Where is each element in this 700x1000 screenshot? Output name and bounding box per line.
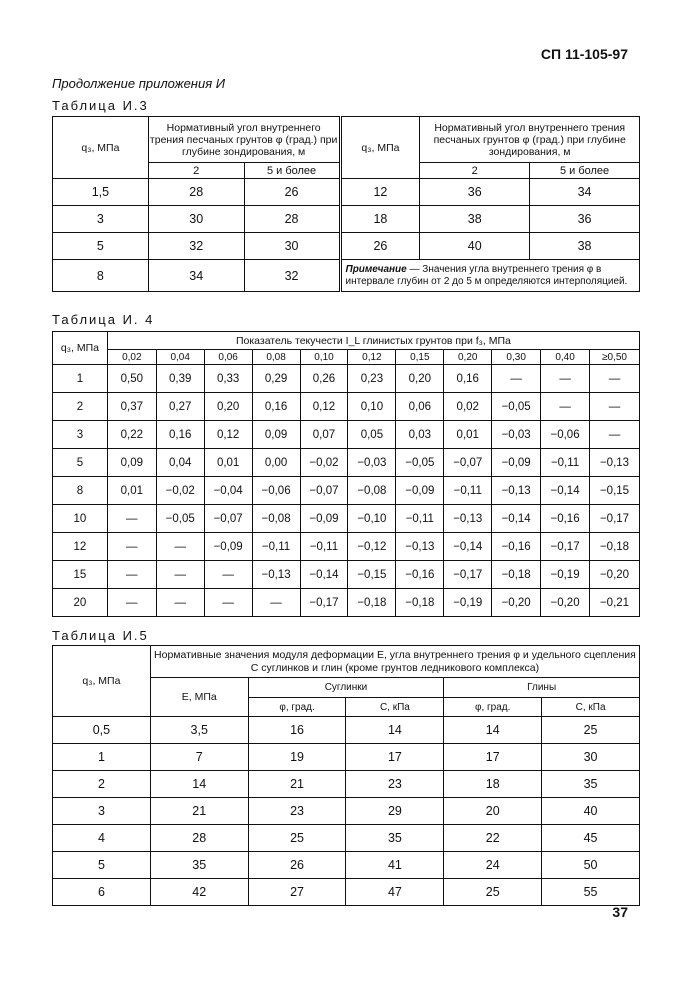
t4-col-header: 0,08: [252, 350, 300, 365]
cell: −0,11: [444, 477, 492, 505]
cell: 0,06: [396, 393, 444, 421]
t4-col-header: 0,10: [300, 350, 348, 365]
cell: 23: [248, 798, 346, 825]
cell: −0,14: [300, 561, 348, 589]
table-i3-caption: Таблица И.3: [52, 98, 149, 113]
t4-col-header: 0,06: [204, 350, 252, 365]
table-row: [53, 421, 640, 449]
cell: 0,37: [107, 393, 156, 421]
cell: 36: [420, 179, 530, 206]
table-row: [53, 879, 640, 906]
cell: —: [492, 365, 541, 393]
cell: 0,03: [396, 421, 444, 449]
cell: 14: [444, 717, 542, 744]
cell: —: [107, 589, 156, 617]
cell: 7: [150, 744, 248, 771]
cell: 0,20: [204, 393, 252, 421]
cell: —: [590, 393, 640, 421]
cell: −0,18: [492, 561, 541, 589]
cell: 1: [53, 365, 108, 393]
cell: −0,15: [348, 561, 396, 589]
cell: 21: [150, 798, 248, 825]
cell: 6: [53, 879, 151, 906]
t4-col-header: 0,02: [107, 350, 156, 365]
t3-depth-2-right: 2: [420, 163, 530, 179]
table-row: [53, 233, 640, 260]
table-row: [53, 206, 640, 233]
cell: 0,27: [156, 393, 204, 421]
cell: 28: [148, 179, 244, 206]
cell: 34: [530, 179, 640, 206]
cell: −0,09: [300, 505, 348, 533]
cell: 0,33: [204, 365, 252, 393]
cell: 3: [53, 421, 108, 449]
table-row: [53, 771, 640, 798]
cell: 40: [420, 233, 530, 260]
cell: 40: [542, 798, 640, 825]
table-i3: [52, 116, 640, 292]
t4-col-header: 0,30: [492, 350, 541, 365]
cell: 27: [248, 879, 346, 906]
table-row: [53, 533, 640, 561]
cell: 5: [53, 233, 149, 260]
table-row: [53, 449, 640, 477]
cell: 35: [150, 852, 248, 879]
t3-note: [340, 260, 640, 292]
cell: 16: [248, 717, 346, 744]
cell: 3: [53, 798, 151, 825]
cell: 0,09: [252, 421, 300, 449]
cell: 26: [248, 852, 346, 879]
cell: 0,23: [348, 365, 396, 393]
t3-depth-5-right: 5 и более: [530, 163, 640, 179]
table-row: [53, 505, 640, 533]
cell: 21: [248, 771, 346, 798]
cell: −0,17: [300, 589, 348, 617]
cell: −0,09: [396, 477, 444, 505]
cell: 1,5: [53, 179, 149, 206]
cell: 26: [244, 179, 340, 206]
cell: −0,11: [541, 449, 590, 477]
cell: −0,18: [396, 589, 444, 617]
cell: 0,07: [300, 421, 348, 449]
t4-group-header: Показатель текучести I_L глинистых грунтов при f₃, МПа: [107, 332, 639, 350]
cell: 32: [244, 260, 340, 292]
cell: 41: [346, 852, 444, 879]
table-row: [53, 798, 640, 825]
cell: —: [204, 561, 252, 589]
cell: 36: [530, 206, 640, 233]
cell: −0,05: [492, 393, 541, 421]
cell: —: [156, 589, 204, 617]
cell: −0,04: [204, 477, 252, 505]
cell: 14: [346, 717, 444, 744]
cell: 23: [346, 771, 444, 798]
page-number: 37: [612, 904, 628, 920]
cell: −0,12: [348, 533, 396, 561]
table-row: [53, 589, 640, 617]
cell: −0,09: [492, 449, 541, 477]
t5-e-header: E, МПа: [150, 678, 248, 717]
cell: −0,17: [590, 505, 640, 533]
cell: 19: [248, 744, 346, 771]
cell: 20: [444, 798, 542, 825]
t4-col-header: 0,12: [348, 350, 396, 365]
cell: −0,03: [348, 449, 396, 477]
cell: 12: [340, 179, 420, 206]
cell: —: [156, 533, 204, 561]
continuation-title: Продолжение приложения И: [52, 76, 226, 91]
cell: 8: [53, 477, 108, 505]
cell: 30: [148, 206, 244, 233]
table-row: [53, 477, 640, 505]
cell: −0,18: [348, 589, 396, 617]
cell: −0,14: [444, 533, 492, 561]
cell: −0,11: [252, 533, 300, 561]
cell: 0,12: [204, 421, 252, 449]
cell: −0,05: [396, 449, 444, 477]
table-row: [53, 393, 640, 421]
cell: 38: [530, 233, 640, 260]
cell: 30: [542, 744, 640, 771]
t3-q-header-left: q₃, МПа: [53, 117, 149, 179]
cell: —: [590, 421, 640, 449]
cell: 0,16: [444, 365, 492, 393]
t3-group-header-right: Нормативный угол внутреннего трения песчаных грунтов φ (град.) при глубине зондирования, м: [420, 117, 640, 163]
cell: 29: [346, 798, 444, 825]
cell: —: [107, 533, 156, 561]
cell: 0,01: [444, 421, 492, 449]
table-i5-caption: Таблица И.5: [52, 628, 149, 643]
cell: 0,50: [107, 365, 156, 393]
cell: 14: [150, 771, 248, 798]
t4-col-header: 0,20: [444, 350, 492, 365]
cell: 24: [444, 852, 542, 879]
cell: 30: [244, 233, 340, 260]
table-row: [53, 852, 640, 879]
t5-clay-phi: φ, град.: [444, 698, 542, 717]
cell: −0,17: [444, 561, 492, 589]
cell: 0,00: [252, 449, 300, 477]
t3-note-text: — Значения угла внутреннего трения φ в интервале глубин от 2 до 5 м определяются интерполяцией.: [345, 263, 628, 287]
cell: 0,16: [252, 393, 300, 421]
cell: 55: [542, 879, 640, 906]
cell: −0,21: [590, 589, 640, 617]
cell: 50: [542, 852, 640, 879]
cell: 17: [346, 744, 444, 771]
cell: −0,20: [590, 561, 640, 589]
cell: 18: [444, 771, 542, 798]
t5-loam-header: Суглинки: [248, 678, 444, 698]
cell: 3: [53, 206, 149, 233]
cell: —: [107, 505, 156, 533]
table-row: [53, 260, 640, 292]
cell: 0,5: [53, 717, 151, 744]
cell: 0,39: [156, 365, 204, 393]
t3-note-label: Примечание: [345, 263, 407, 275]
table-i4-caption: Таблица И. 4: [52, 312, 155, 327]
t4-q-header: q₃, МПа: [53, 332, 108, 365]
t5-q-header: q₃, МПа: [53, 646, 151, 717]
cell: −0,20: [541, 589, 590, 617]
cell: −0,02: [300, 449, 348, 477]
cell: −0,19: [444, 589, 492, 617]
cell: 28: [150, 825, 248, 852]
cell: —: [541, 393, 590, 421]
cell: —: [590, 365, 640, 393]
cell: −0,16: [541, 505, 590, 533]
cell: −0,13: [492, 477, 541, 505]
t5-loam-phi: φ, град.: [248, 698, 346, 717]
cell: 25: [248, 825, 346, 852]
t5-clay-c: C, кПа: [542, 698, 640, 717]
table-row: [53, 717, 640, 744]
cell: —: [107, 561, 156, 589]
cell: 12: [53, 533, 108, 561]
cell: −0,07: [444, 449, 492, 477]
cell: 4: [53, 825, 151, 852]
t3-depth-2-left: 2: [148, 163, 244, 179]
cell: 35: [346, 825, 444, 852]
cell: 22: [444, 825, 542, 852]
cell: 0,10: [348, 393, 396, 421]
cell: 0,26: [300, 365, 348, 393]
cell: 5: [53, 449, 108, 477]
cell: −0,13: [252, 561, 300, 589]
cell: −0,14: [541, 477, 590, 505]
t5-group-header: Нормативные значения модуля деформации E, угла внутреннего трения φ и удельного сцепления C суглинков и глин (кроме грунтов ледникового комплекса): [150, 646, 639, 678]
cell: 0,09: [107, 449, 156, 477]
cell: 2: [53, 771, 151, 798]
cell: 0,29: [252, 365, 300, 393]
cell: 5: [53, 852, 151, 879]
cell: −0,05: [156, 505, 204, 533]
table-row: [53, 825, 640, 852]
cell: 28: [244, 206, 340, 233]
cell: —: [252, 589, 300, 617]
cell: 20: [53, 589, 108, 617]
cell: −0,20: [492, 589, 541, 617]
cell: 25: [542, 717, 640, 744]
cell: 34: [148, 260, 244, 292]
cell: 0,12: [300, 393, 348, 421]
table-i5: [52, 645, 640, 906]
cell: −0,08: [252, 505, 300, 533]
cell: −0,10: [348, 505, 396, 533]
t3-depth-5-left: 5 и более: [244, 163, 340, 179]
t3-q-header-right: q₃, МПа: [340, 117, 420, 179]
cell: −0,02: [156, 477, 204, 505]
cell: 45: [542, 825, 640, 852]
cell: −0,14: [492, 505, 541, 533]
cell: −0,03: [492, 421, 541, 449]
cell: −0,13: [590, 449, 640, 477]
cell: 25: [444, 879, 542, 906]
cell: −0,16: [492, 533, 541, 561]
cell: 35: [542, 771, 640, 798]
cell: −0,11: [396, 505, 444, 533]
cell: 8: [53, 260, 149, 292]
t4-col-header: 0,40: [541, 350, 590, 365]
cell: −0,13: [396, 533, 444, 561]
table-i4: [52, 331, 640, 617]
cell: −0,13: [444, 505, 492, 533]
cell: −0,09: [204, 533, 252, 561]
cell: —: [204, 589, 252, 617]
table-row: [53, 365, 640, 393]
cell: 0,04: [156, 449, 204, 477]
t4-col-header: ≥0,50: [590, 350, 640, 365]
cell: −0,11: [300, 533, 348, 561]
table-row: [53, 744, 640, 771]
t4-col-header: 0,15: [396, 350, 444, 365]
t4-col-header: 0,04: [156, 350, 204, 365]
cell: 26: [340, 233, 420, 260]
cell: 0,20: [396, 365, 444, 393]
cell: 0,01: [107, 477, 156, 505]
cell: 32: [148, 233, 244, 260]
document-code: СП 11-105-97: [540, 46, 628, 62]
cell: 0,22: [107, 421, 156, 449]
cell: −0,15: [590, 477, 640, 505]
cell: 38: [420, 206, 530, 233]
cell: −0,06: [252, 477, 300, 505]
t3-group-header-left: Нормативный угол внутреннего трения песчаных грунтов φ (град.) при глубине зондирования, м: [148, 117, 340, 163]
cell: 0,01: [204, 449, 252, 477]
cell: 0,05: [348, 421, 396, 449]
cell: 42: [150, 879, 248, 906]
cell: 18: [340, 206, 420, 233]
cell: −0,16: [396, 561, 444, 589]
cell: 3,5: [150, 717, 248, 744]
cell: 47: [346, 879, 444, 906]
cell: −0,08: [348, 477, 396, 505]
t5-clay-header: Глины: [444, 678, 640, 698]
t5-loam-c: C, кПа: [346, 698, 444, 717]
cell: −0,17: [541, 533, 590, 561]
cell: −0,07: [300, 477, 348, 505]
cell: −0,06: [541, 421, 590, 449]
cell: 0,16: [156, 421, 204, 449]
cell: —: [156, 561, 204, 589]
table-row: [53, 179, 640, 206]
cell: −0,07: [204, 505, 252, 533]
cell: −0,19: [541, 561, 590, 589]
cell: 1: [53, 744, 151, 771]
cell: 17: [444, 744, 542, 771]
cell: 15: [53, 561, 108, 589]
table-row: [53, 561, 640, 589]
cell: —: [541, 365, 590, 393]
cell: 2: [53, 393, 108, 421]
cell: 0,02: [444, 393, 492, 421]
cell: −0,18: [590, 533, 640, 561]
cell: 10: [53, 505, 108, 533]
